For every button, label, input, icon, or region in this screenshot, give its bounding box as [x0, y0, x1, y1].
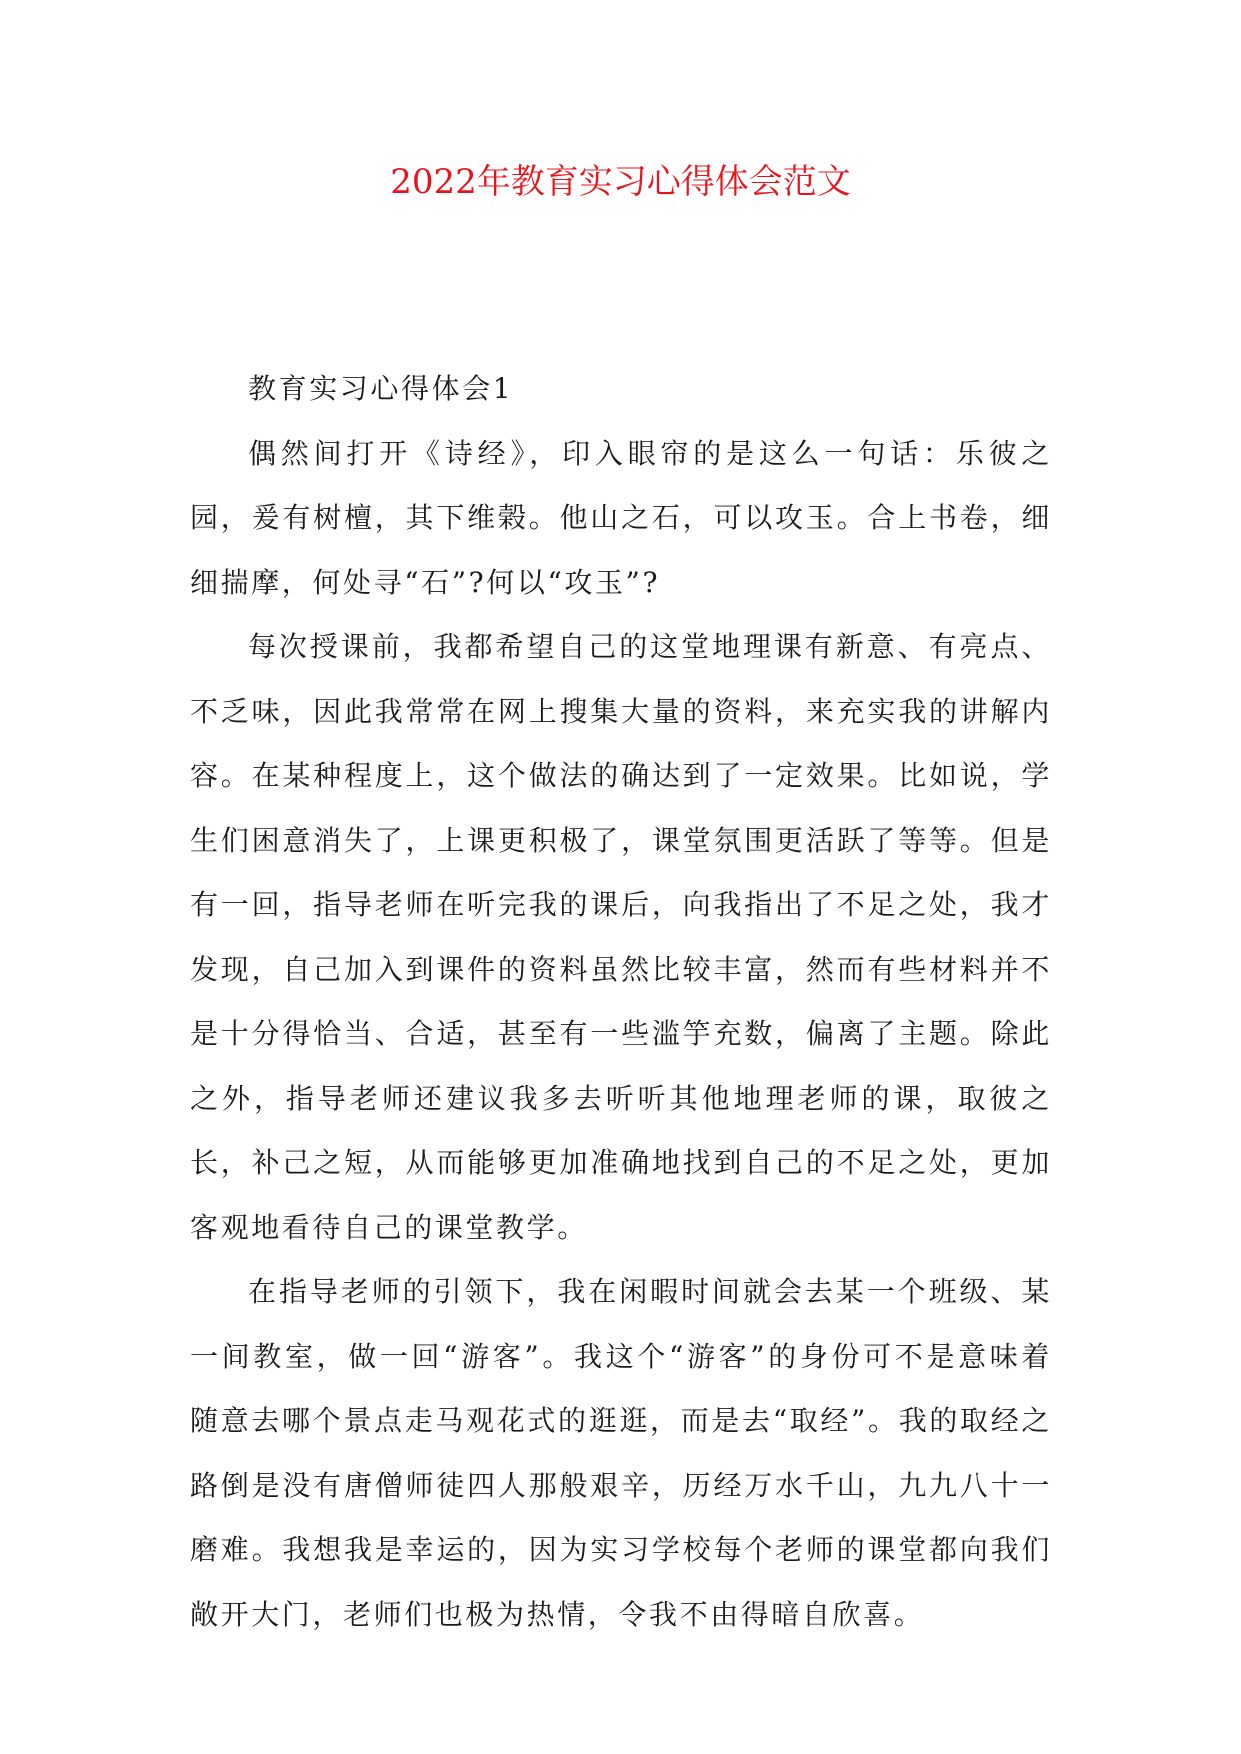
body-paragraph: 偶然间打开《诗经》，印入眼帘的是这么一句话：乐彼之园，爰有树檀，其下维榖。他山之石，可以攻玉。合上书卷，细细揣摩，何处寻“石”?何以“攻玉”?	[190, 436, 1052, 599]
document-title: 2022年教育实习心得体会范文	[390, 162, 851, 202]
body-paragraph: 在指导老师的引领下，我在闲暇时间就会去某一个班级、某一间教室，做一回“游客”。我这个“游客”的身份可不是意味着随意去哪个景点走马观花式的逛逛，而是去“取经”。我的取经之路倒是没有唐僧师徒四人那般艰辛，历经万水千山，九九八十一磨难。我想我是幸运的，因为实习学校每个老师的课堂都向我们敞开大门，老师们也极为热情，令我不由得暗自欣喜。	[190, 1275, 1052, 1631]
document-body	[190, 357, 1052, 1647]
section-heading: 教育实习心得体会1	[248, 372, 514, 405]
body-paragraph: 每次授课前，我都希望自己的这堂地理课有新意、有亮点、不乏味，因此我常常在网上搜集大量的资料，来充实我的讲解内容。在某种程度上，这个做法的确达到了一定效果。比如说，学生们困意消失了，上课更积极了，课堂氛围更活跃了等等。但是有一回，指导老师在听完我的课后，向我指出了不足之处，我才发现，自己加入到课件的资料虽然比较丰富，然而有些材料并不是十分得恰当、合适，甚至有一些滥竽充数，偏离了主题。除此之外，指导老师还建议我多去听听其他地理老师的课，取彼之长，补己之短，从而能够更加准确地找到自己的不足之处，更加客观地看待自己的课堂教学。	[190, 630, 1052, 1244]
